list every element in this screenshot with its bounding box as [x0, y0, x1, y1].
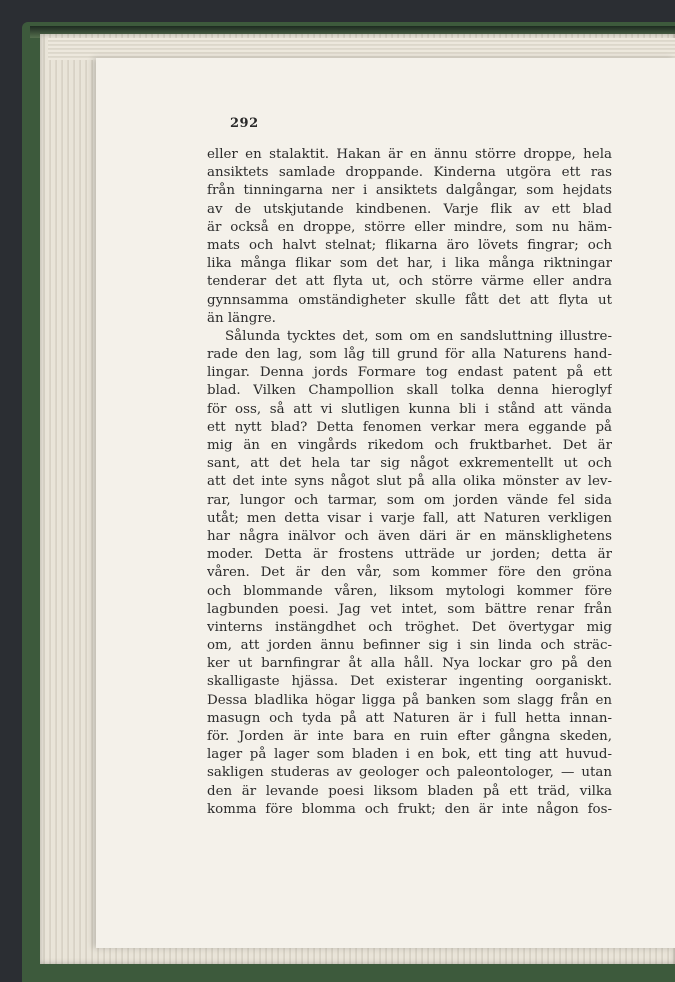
text-line: än längre. — [207, 310, 276, 326]
text-line: av de utskjutande kindbenen. Varje flik av ett blad — [207, 201, 612, 217]
text-line: våren. Det är den vår, som kommer före den gröna — [207, 565, 612, 581]
text-line: sakligen studeras av geologer och paleontologer, — utan — [207, 765, 612, 781]
text-line: har några inälvor och även däri är en mänsklighetens — [207, 528, 612, 544]
text-line: komma före blomma och frukt; den är inte någon fos- — [207, 801, 612, 817]
text-line: om, att jorden ännu befinner sig i sin linda och sträc- — [207, 638, 612, 654]
text-line: för. Jorden är inte bara en ruin efter gångna skeden, — [207, 729, 612, 744]
text-line: ansiktets samlade droppande. Kinderna utgöra ett ras — [207, 165, 612, 181]
text-line: Dessa bladlika högar ligga på banken som slagg från en — [207, 692, 612, 708]
text-line: är också en droppe, större eller mindre, som nu häm- — [207, 219, 612, 235]
text-line: Sålunda tycktes det, som om en sandsluttning illustre- — [225, 328, 612, 344]
text-line: från tinningarna ner i ansiktets dalgångar, som hejdats — [207, 183, 612, 199]
text-line: sant, att det hela tar sig något exkrementellt ut och — [207, 456, 612, 472]
text-line: ett nytt blad? Detta fenomen verkar mera eggande på — [207, 419, 612, 435]
text-line: rade den lag, som låg till grund för alla Naturens hand- — [207, 347, 612, 363]
text-line: och blommande våren, liksom mytologi kommer före — [207, 583, 612, 599]
text-line: utåt; men detta visar i varje fall, att Naturen verkligen — [207, 510, 612, 526]
text-line: gynnsamma omständigheter skulle fått det att flyta ut — [207, 292, 612, 308]
text-line: masugn och tyda på att Naturen är i full hetta innan- — [207, 710, 612, 726]
text-line: ker ut barnfingrar åt alla håll. Nya lockar gro på den — [207, 656, 612, 672]
text-line: blad. Vilken Champollion skall tolka denna hieroglyf — [207, 383, 612, 399]
text-line: lager på lager som bladen i en bok, ett ting att huvud- — [207, 747, 612, 763]
text-line: lagbunden poesi. Jag vet intet, som bättre renar från — [207, 601, 612, 617]
text-line: vinterns instängdhet och tröghet. Det övertygar mig — [207, 619, 612, 635]
text-line: mig än en vingårds rikedom och fruktbarhet. Det är — [207, 438, 612, 453]
text-line: att det inte syns något slut på alla olika mönster av lev- — [207, 474, 612, 490]
text-line: mats och halvt stelnat; flikarna äro lövets fingrar; och — [207, 237, 612, 253]
text-line: den är levande poesi liksom bladen på ett träd, vilka — [207, 783, 612, 799]
text-line: skalligaste hjässa. Det existerar ingenting oorganiskt. — [207, 674, 612, 690]
text-line: tenderar det att flyta ut, och större värme eller andra — [207, 274, 612, 290]
text-line: för oss, så att vi slutligen kunna bli i stånd att vända — [207, 401, 612, 417]
page-top-edges — [48, 38, 675, 60]
text-line: moder. Detta är frostens utträde ur jorden; detta är — [207, 547, 612, 563]
text-line: rar, lungor och tarmar, som om jorden vände fel sida — [207, 492, 612, 508]
page-number: 292 — [230, 116, 259, 131]
text-line: eller en stalaktit. Hakan är en ännu större droppe, hela — [207, 147, 612, 162]
text-line: lika många flikar som det har, i lika många riktningar — [207, 256, 612, 272]
page-body-text — [207, 146, 612, 819]
text-line: lingar. Denna jords Formare tog endast patent på ett — [207, 365, 612, 381]
